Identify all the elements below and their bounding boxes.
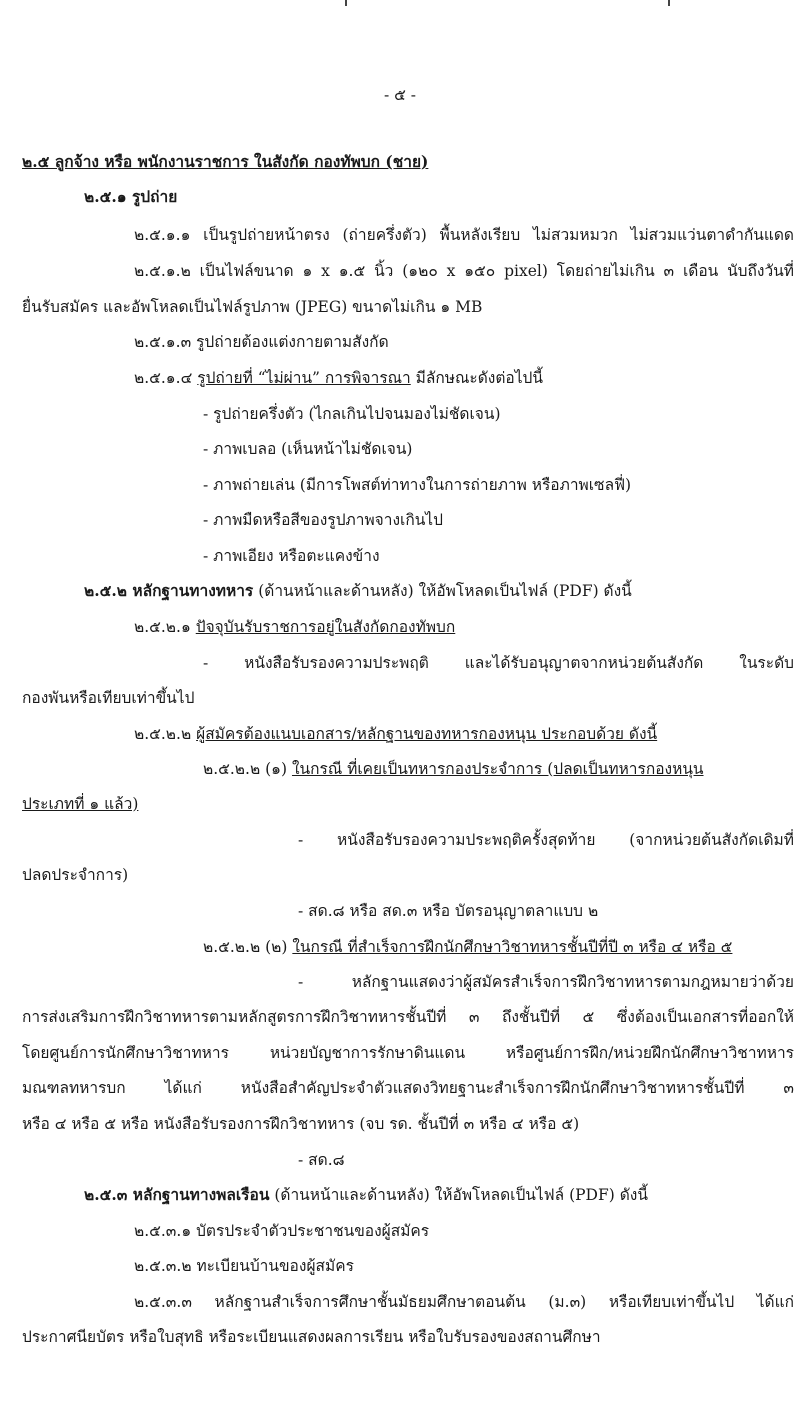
reserve-case-2-number: ๒.๕.๒.๒ (๒): [203, 938, 288, 956]
reserve-case-2-doc: - สด.๘: [298, 1151, 345, 1169]
civil-item-2: ๒.๕.๓.๒ ทะเบียนบ้านของผู้สมัคร: [134, 1257, 354, 1275]
photo-rule-4-number: ๒.๕.๑.๔: [134, 369, 193, 387]
photo-rule-3: ๒.๕.๑.๓ รูปถ่ายต้องแต่งกายตามสังกัด: [134, 333, 389, 351]
civil-title-rest: (ด้านหน้าและด้านหลัง) ให้อัพโหลดเป็นไฟล์ (PDF) ดังนี้: [274, 1186, 648, 1204]
military-item-2: [134, 723, 657, 745]
rejected-photo-item: - ภาพถ่ายเล่น (มีการโพสต์ท่าทางในการถ่ายภาพ หรือภาพเซลฟี่): [203, 476, 632, 494]
scan-mark-right: [668, 0, 670, 6]
military-item-1: [134, 616, 455, 638]
military-item-1-text-cont: กองพันหรือเทียบเท่าขึ้นไป: [22, 689, 195, 707]
military-item-1-number: ๒.๕.๒.๑: [134, 618, 191, 636]
civil-title-bold: ๒.๕.๓ หลักฐานทางพลเรือน: [84, 1185, 270, 1204]
civil-item-3: ๒.๕.๓.๓ หลักฐานสำเร็จการศึกษาชั้นมัธยมศึกษาตอนต้น (ม.๓) หรือเทียบเท่าขึ้นไป ได้แก่: [134, 1293, 794, 1311]
military-item-2-title: ผู้สมัครต้องแนบเอกสาร/หลักฐานของทหารกองหนุน ประกอบด้วย ดังนี้: [196, 725, 658, 743]
subsection-title-military: [84, 580, 632, 602]
rejected-photo-item: - ภาพมืดหรือสีของรูปภาพจางเกินไป: [203, 511, 443, 529]
photo-rule-2: ๒.๕.๑.๒ เป็นไฟล์ขนาด ๑ x ๑.๕ นิ้ว (๑๒๐ x ๑๕๐ pixel) โดยถ่ายไม่เกิน ๓ เดือน นับถึงวันที่: [134, 262, 794, 280]
reserve-case-1: [203, 758, 704, 780]
military-item-1-text: - หนังสือรับรองความประพฤติ และได้รับอนุญาตจากหน่วยต้นสังกัด ในระดับ: [203, 654, 794, 672]
reserve-case-1-number: ๒.๕.๒.๒ (๑): [203, 760, 288, 778]
rejected-photo-item: - ภาพเอียง หรือตะแคงข้าง: [203, 547, 380, 565]
photo-rule-2-cont: ยื่นรับสมัคร และอัพโหลดเป็นไฟล์รูปภาพ (JPEG) ขนาดไม่เกิน ๑ MB: [22, 298, 483, 316]
section-heading: ๒.๕ ลูกจ้าง หรือ พนักงานราชการ ในสังกัด กองทัพบก (ชาย): [22, 152, 429, 171]
reserve-case-2-text: หรือ ๔ หรือ ๕ หรือ หนังสือรับรองการฝึกวิชาทหาร (จบ รด. ชั้นปีที่ ๓ หรือ ๔ หรือ ๕): [22, 1115, 580, 1133]
civil-item-3-cont: ประกาศนียบัตร หรือใบสุทธิ หรือระเบียนแสดงผลการเรียน หรือใบรับรองของสถานศึกษา: [22, 1328, 601, 1346]
reserve-case-1-title: ในกรณี ที่เคยเป็นทหารกองประจำการ (ปลดเป็นทหารกองหนุน: [291, 760, 704, 778]
reserve-case-2-text: โดยศูนย์การนักศึกษาวิชาทหาร หน่วยบัญชาการรักษาดินแดน หรือศูนย์การฝึก/หน่วยฝึกนักศึกษาวิชาทหาร: [22, 1044, 794, 1062]
reserve-case-1-title-cont: ประเภทที่ ๑ แล้ว): [22, 795, 139, 813]
reserve-case-1-doc-1: - หนังสือรับรองความประพฤติครั้งสุดท้าย (จากหน่วยต้นสังกัดเดิมที่: [298, 831, 794, 849]
photo-rule-4-underlined: รูปถ่ายที่ “ไม่ผ่าน” การพิจารณา: [197, 369, 411, 387]
military-title-rest: (ด้านหน้าและด้านหลัง) ให้อัพโหลดเป็นไฟล์ (PDF) ดังนี้: [258, 582, 632, 600]
reserve-case-2-text: การส่งเสริมการฝึกวิชาทหารตามหลักสูตรการฝึกวิชาทหารชั้นปีที่ ๓ ถึงชั้นปีที่ ๕ ซึ่งต้องเป็นเอกสารที่ออกให้: [22, 1008, 794, 1026]
subsection-title-civil: [84, 1184, 648, 1206]
reserve-case-2-text: มณฑลทหารบก ได้แก่ หนังสือสำคัญประจำตัวแสดงวิทยฐานะสำเร็จการฝึกนักศึกษาวิชาทหารชั้นปีที่ ๓: [22, 1079, 794, 1097]
subsection-title-photo: ๒.๕.๑ รูปถ่าย: [84, 187, 178, 206]
photo-rule-1: ๒.๕.๑.๑ เป็นรูปถ่ายหน้าตรง (ถ่ายครึ่งตัว) พื้นหลังเรียบ ไม่สวมหมวก ไม่สวมแว่นตาดำกันแดด: [134, 226, 794, 244]
reserve-case-1-doc-2: - สด.๘ หรือ สด.๓ หรือ บัตรอนุญาตลาแบบ ๒: [298, 902, 599, 920]
rejected-photo-item: - ภาพเบลอ (เห็นหน้าไม่ชัดเจน): [203, 440, 413, 458]
reserve-case-2-text: - หลักฐานแสดงว่าผู้สมัครสำเร็จการฝึกวิชาทหารตามกฎหมายว่าด้วย: [298, 973, 794, 991]
military-title-bold: ๒.๕.๒ หลักฐานทางทหาร: [84, 581, 254, 600]
rejected-photo-item: - รูปถ่ายครึ่งตัว (ไกลเกินไปจนมองไม่ชัดเจน): [203, 405, 501, 423]
page-number: - ๕ -: [383, 86, 417, 104]
scan-mark-left: [345, 0, 347, 6]
civil-item-1: ๒.๕.๓.๑ บัตรประจำตัวประชาชนของผู้สมัคร: [134, 1222, 430, 1240]
military-item-1-title: ปัจจุบันรับราชการอยู่ในสังกัดกองทัพบก: [195, 618, 456, 636]
photo-rule-4: [134, 367, 543, 389]
reserve-case-2: [203, 936, 732, 958]
reserve-case-2-title: ในกรณี ที่สำเร็จการฝึกนักศึกษาวิชาทหารชั้นปีที่ปี ๓ หรือ ๔ หรือ ๕: [292, 938, 733, 956]
photo-rule-4-suffix: มีลักษณะดังต่อไปนี้: [415, 369, 543, 387]
military-item-2-number: ๒.๕.๒.๒: [134, 725, 192, 743]
reserve-case-1-doc-1-cont: ปลดประจำการ): [22, 866, 129, 884]
